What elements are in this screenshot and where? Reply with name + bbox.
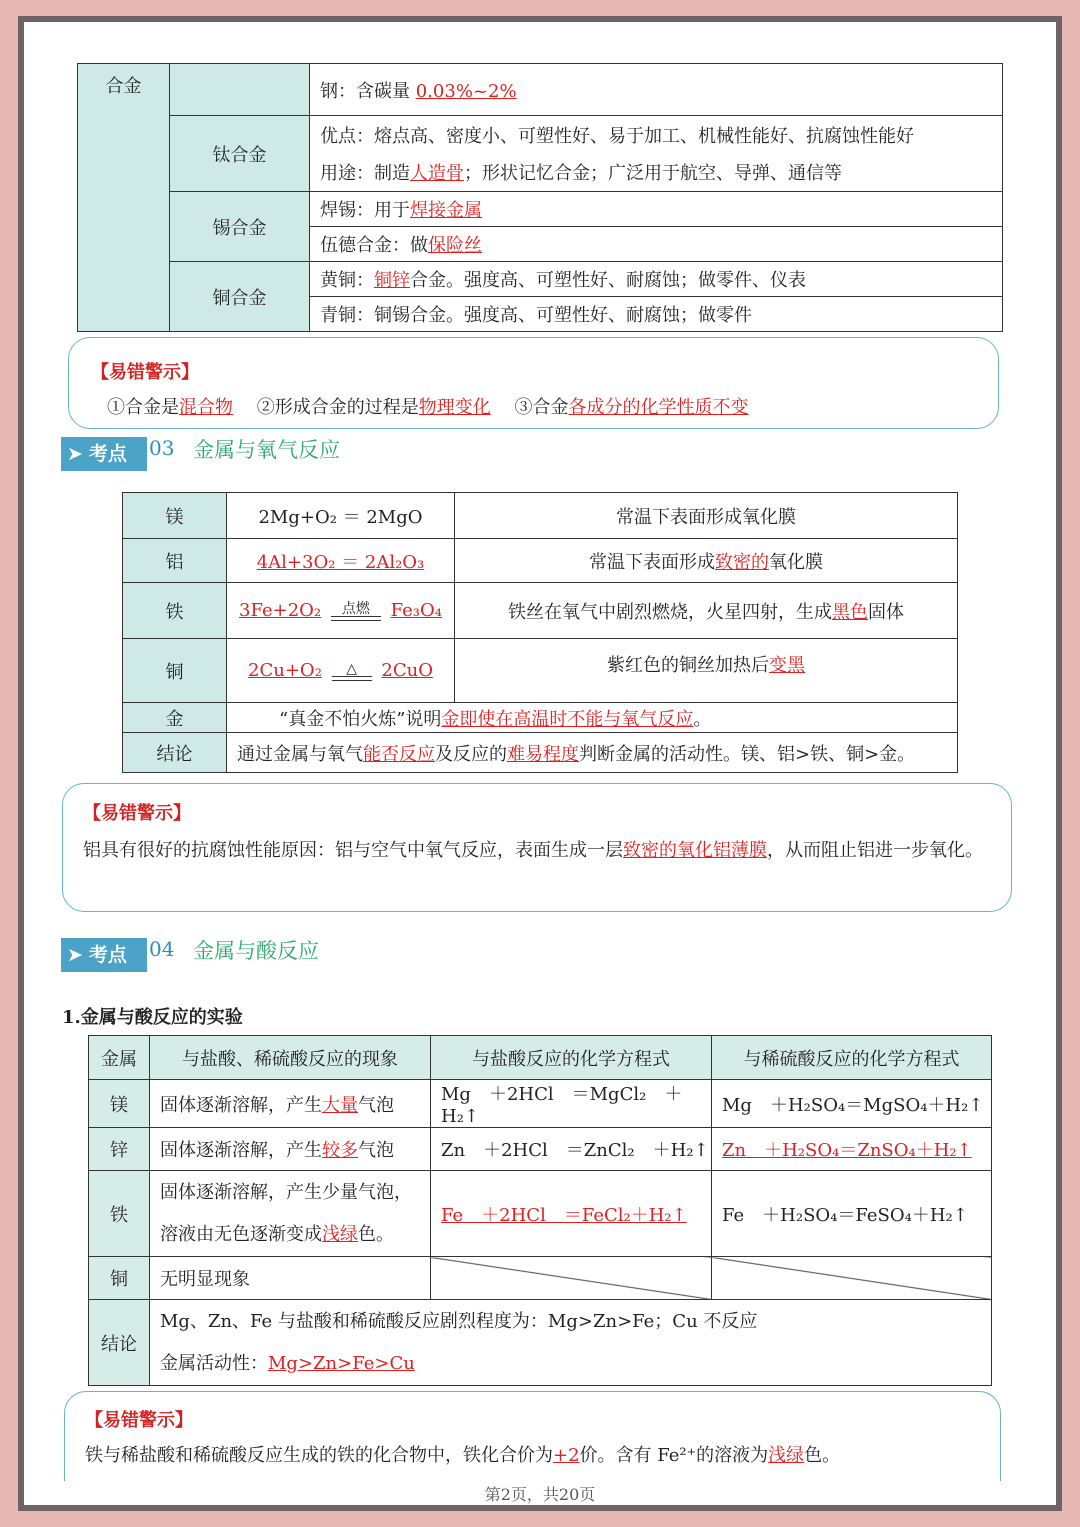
column-header: 金属	[89, 1036, 150, 1080]
phenomenon-cell: 固体逐渐溶解，产生少量气泡， 溶液由无色逐渐变成浅绿色。	[150, 1171, 431, 1257]
alloy-line: 优点：熔点高、密度小、可塑性好、易于加工、机械性能好、抗腐蚀性能好	[310, 116, 1003, 154]
phenomenon-cell: 无明显现象	[150, 1257, 431, 1300]
metal-cell: 镁	[89, 1080, 150, 1128]
metal-cell: 金	[123, 703, 227, 733]
acid-table	[88, 1035, 992, 1386]
hcl-equation-cell: Zn ＋2HCl ＝ZnCl₂ ＋H₂↑	[431, 1128, 712, 1171]
section-title: 金属与酸反应	[193, 939, 319, 963]
description-cell: 铁丝在氧气中剧烈燃烧，火星四射，生成黑色固体	[455, 583, 958, 639]
alloy-line: 用途：制造人造骨；形状记忆合金；广泛用于航空、导弹、通信等	[310, 154, 1003, 192]
phenomenon-cell: 固体逐渐溶解，产生较多气泡	[150, 1128, 431, 1171]
alloy-line: 黄铜：铜锌合金。强度高、可塑性好、耐腐蚀；做零件、仪表	[310, 262, 1003, 297]
metal-cell: 铝	[123, 539, 227, 583]
column-header: 与稀硫酸反应的化学方程式	[712, 1036, 992, 1080]
subheading: 1.金属与酸反应的实验	[62, 1007, 243, 1028]
warning-box-1	[68, 337, 999, 429]
section-number: 04	[149, 937, 175, 961]
hcl-equation-cell: Fe ＋2HCl ＝FeCl₂＋H₂↑	[431, 1171, 712, 1257]
column-header: 与盐酸反应的化学方程式	[431, 1036, 712, 1080]
alloy-line: 钢：含碳量 0.03%~2%	[310, 64, 1003, 116]
phenomenon-cell: 固体逐渐溶解，产生大量气泡	[150, 1080, 431, 1128]
h2so4-equation-cell: Fe ＋H₂SO₄＝FeSO₄＋H₂↑	[712, 1171, 992, 1257]
section-badge: ➤ 考点	[61, 437, 147, 471]
warning-title: 【易错警示】	[91, 362, 199, 383]
conclusion-cell: Mg、Zn、Fe 与盐酸和稀硫酸反应剧烈程度为：Mg>Zn>Fe；Cu 不反应 金属活动性：Mg>Zn>Fe>Cu	[150, 1300, 992, 1386]
column-header: 与盐酸、稀硫酸反应的现象	[150, 1036, 431, 1080]
warning-text: 铝具有很好的抗腐蚀性能原因：铝与空气中氧气反应，表面生成一层致密的氧化铝薄膜，从而阻止铝进一步氧化。	[83, 840, 983, 861]
oxygen-table	[122, 492, 958, 773]
alloy-name-titanium: 钛合金	[170, 116, 310, 192]
alloy-line: 伍德合金：做保险丝	[310, 227, 1003, 262]
empty-cell	[712, 1257, 992, 1300]
metal-cell: 铁	[123, 583, 227, 639]
conclusion-cell: 通过金属与氧气能否反应及反应的难易程度判断金属的活动性。镁、铝>铁、铜>金。	[227, 733, 958, 773]
section-title: 金属与氧气反应	[193, 438, 340, 462]
description-cell: 常温下表面形成致密的氧化膜	[455, 539, 958, 583]
alloy-name-steel	[170, 64, 310, 116]
alloy-line: 青铜：铜锡合金。强度高、可塑性好、耐腐蚀；做零件	[310, 297, 1003, 332]
alloy-table	[77, 63, 1003, 332]
page-footer: 第2页，共20页	[484, 1485, 596, 1504]
warning-text: 铁与稀盐酸和稀硫酸反应生成的铁的化合物中，铁化合价为+2价。含有 Fe²⁺的溶液为浅绿色。	[85, 1445, 841, 1466]
equation-cell: 4Al+3O₂ ＝ 2Al₂O₃	[227, 539, 455, 583]
warning-title: 【易错警示】	[85, 1410, 193, 1431]
alloy-name-copper: 铜合金	[170, 262, 310, 332]
h2so4-equation-cell: Zn ＋H₂SO₄＝ZnSO₄＋H₂↑	[712, 1128, 992, 1171]
section-number: 03	[149, 436, 175, 460]
warning-box-3	[64, 1391, 1001, 1481]
metal-cell: 铜	[89, 1257, 150, 1300]
hcl-equation-cell: Mg ＋2HCl ＝MgCl₂ ＋H₂↑	[431, 1080, 712, 1128]
description-cell: 紫红色的铜丝加热后变黑	[455, 639, 958, 703]
equation-cell: 3Fe+2O₂ 点燃 Fe₃O₄	[227, 583, 455, 639]
metal-cell: 铜	[123, 639, 227, 703]
description-cell: 常温下表面形成氧化膜	[455, 493, 958, 539]
empty-cell	[431, 1257, 712, 1300]
metal-cell: 锌	[89, 1128, 150, 1171]
equation-cell: 2Mg+O₂ ＝ 2MgO	[227, 493, 455, 539]
chevron-right-icon: ➤	[67, 443, 83, 465]
chevron-right-icon: ➤	[67, 944, 83, 966]
section-badge: ➤ 考点	[61, 938, 147, 972]
alloy-category: 合金	[78, 64, 170, 332]
warning-box-2	[62, 783, 1012, 912]
alloy-line: 焊锡：用于焊接金属	[310, 192, 1003, 227]
metal-cell: 铁	[89, 1171, 150, 1257]
equation-cell: 2Cu+O₂ △ 2CuO	[227, 639, 455, 703]
alloy-name-tin: 锡合金	[170, 192, 310, 262]
conclusion-label: 结论	[89, 1300, 150, 1386]
metal-cell: 镁	[123, 493, 227, 539]
warning-title: 【易错警示】	[83, 803, 191, 824]
h2so4-equation-cell: Mg ＋H₂SO₄＝MgSO₄＋H₂↑	[712, 1080, 992, 1128]
gold-cell: “真金不怕火炼”说明金即使在高温时不能与氧气反应。	[227, 703, 958, 733]
warning-text: ①合金是混合物 ②形成合金的过程是物理变化 ③合金各成分的化学性质不变	[107, 397, 749, 418]
conclusion-label: 结论	[123, 733, 227, 773]
